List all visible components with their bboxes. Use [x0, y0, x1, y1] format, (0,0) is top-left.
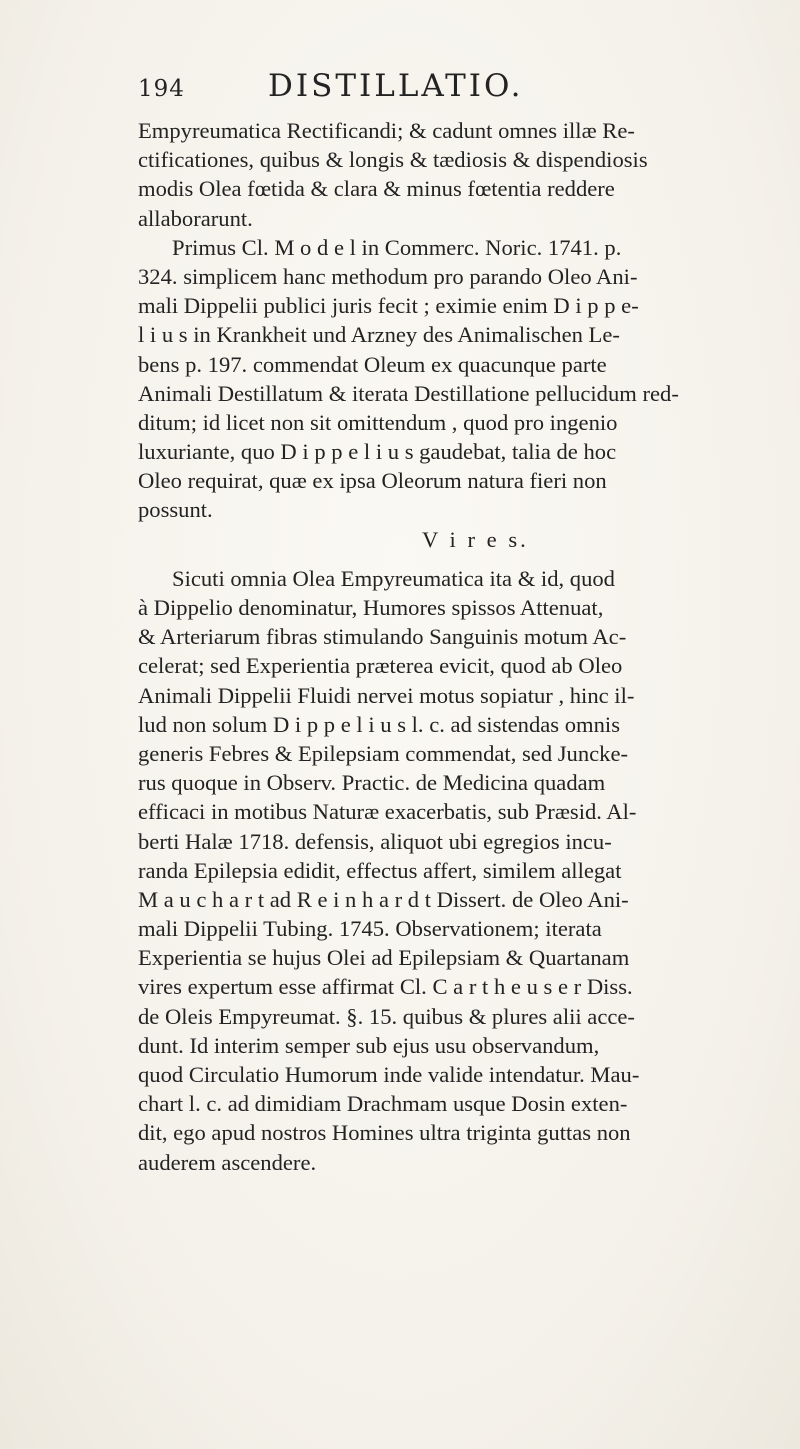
- text-line: à Dippelio denominatur, Humores spissos Attenuat,: [138, 595, 604, 620]
- text-line: berti Halæ 1718. defensis, aliquot ubi egregios incu-: [138, 828, 612, 854]
- text-line: Experientia se hujus Olei ad Epilepsiam & Quartanam: [138, 945, 630, 971]
- text-line: modis Olea fœtida & clara & minus fœtentia reddere: [138, 176, 615, 202]
- text-line: mali Dippelii Tubing. 1745. Observationem; iterata: [138, 916, 602, 942]
- text-line: ditum; id licet non sit omittendum , quod pro ingenio: [138, 409, 618, 435]
- text-line: chart l. c. ad dimidiam Drachmam usque Dosin exten-: [138, 1091, 628, 1117]
- text-line: dit, ego apud nostros Homines ultra triginta guttas non: [138, 1120, 631, 1146]
- text-line: vires expertum esse affirmat Cl. C a r t h e u s e r Diss.: [138, 974, 633, 1000]
- text-line: Animali Destillatum & iterata Destillatione pellucidum red-: [138, 380, 679, 406]
- text-line: Sicuti omnia Olea Empyreumatica ita & id, quod: [172, 565, 615, 591]
- page-header: [0, 68, 800, 108]
- text-line: allaborarunt.: [138, 205, 253, 231]
- text-line: luxuriante, quo D i p p e l i u s gaudebat, talia de hoc: [138, 439, 617, 465]
- text-line: quod Circulatio Humorum inde valide intendatur. Mau-: [138, 1062, 640, 1087]
- text-line: dunt. Id interim semper sub ejus usu observandum,: [138, 1032, 600, 1058]
- spacer: [138, 554, 778, 564]
- text-line: Oleo requirat, quæ ex ipsa Oleorum natura fieri non: [138, 468, 607, 494]
- section-heading: V i r e s.: [422, 526, 529, 552]
- text-line: & Arteriarum fibras stimulando Sanguinis motum Ac-: [138, 624, 627, 650]
- text-line: M a u c h a r t ad R e i n h a r d t Dissert. de Oleo Ani-: [138, 886, 629, 912]
- running-head: DISTILLATIO.: [268, 68, 524, 104]
- text-line: Primus Cl. M o d e l in Commerc. Noric. 1741. p.: [172, 234, 622, 260]
- text-line: generis Febres & Epilepsiam commendat, sed Juncke-: [138, 740, 629, 766]
- text-line: l i u s in Krankheit und Arzney des Animalischen Le-: [138, 322, 620, 348]
- text-line: de Oleis Empyreumat. §. 15. quibus & plures alii acce-: [138, 1003, 635, 1029]
- text-line: rus quoque in Observ. Practic. de Medicina quadam: [138, 770, 606, 796]
- text-line: mali Dippelii publici juris fecit ; eximie enim D i p p e-: [138, 293, 639, 319]
- text-line: celerat; sed Experientia præterea evicit, quod ab Oleo: [138, 653, 623, 679]
- text-line: bens p. 197. commendat Oleum ex quacunque parte: [138, 351, 607, 377]
- text-line: 324. simplicem hanc methodum pro parando Oleo Ani-: [138, 263, 638, 289]
- text-line: randa Epilepsia edidit, effectus affert, similem allegat: [138, 857, 622, 883]
- text-line: auderem ascendere.: [138, 1149, 317, 1175]
- text-line: Animali Dippelii Fluidi nervei motus sopiatur , hinc il-: [138, 682, 635, 708]
- page-number: 194: [138, 76, 185, 102]
- body-text: [138, 116, 778, 1177]
- text-line: possunt.: [138, 497, 213, 523]
- text-line: efficaci in motibus Naturæ exacerbatis, sub Præsid. Al-: [138, 799, 637, 825]
- text-line: lud non solum D i p p e l i u s l. c. ad sistendas omnis: [138, 711, 620, 737]
- text-line: ctificationes, quibus & longis & tædiosis & dispendiosis: [138, 147, 648, 173]
- text-line: Empyreumatica Rectificandi; & cadunt omnes illæ Re-: [138, 118, 635, 143]
